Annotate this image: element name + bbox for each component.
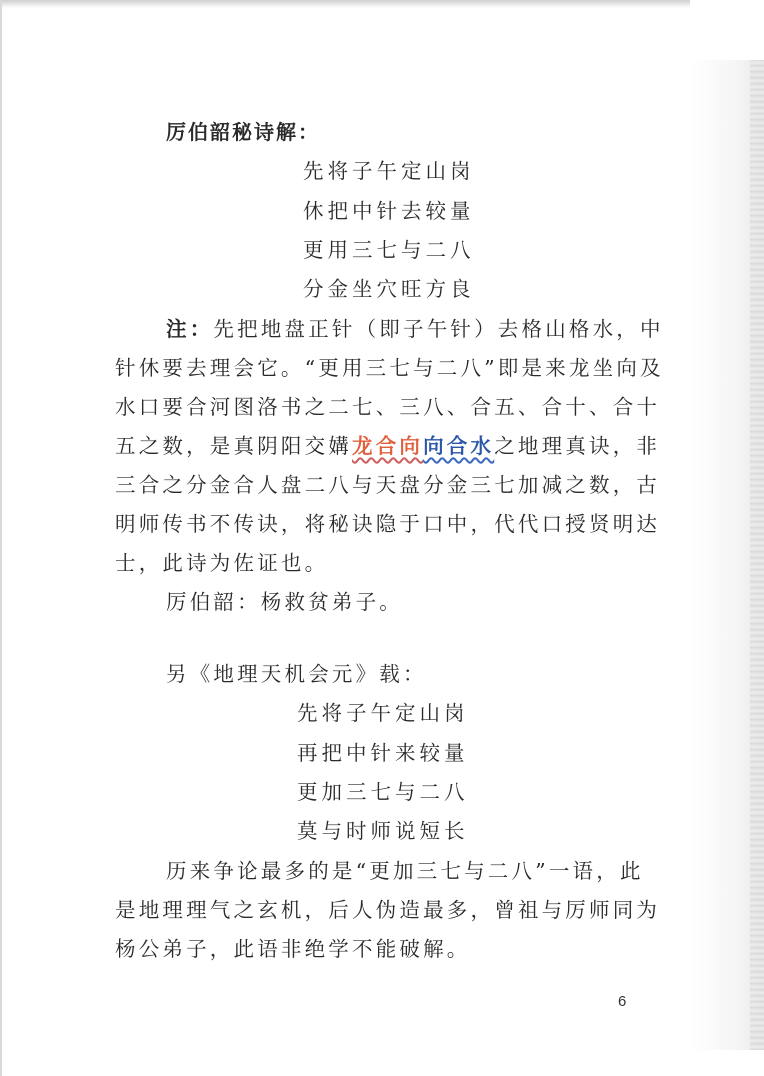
poem1-line-1: 先将子午定山岗 [303,159,475,183]
para2-line-3: 杨公弟子，此语非绝学不能破解。 [115,937,471,961]
note-label: 注： [166,317,214,341]
note-line-3: 水口要合河图洛书之二七、三八、合五、合十、合十 [115,395,661,419]
note-line-4-start: 五之数，是真阴阳交媾 [115,434,352,458]
poem2-line-2: 再把中针来较量 [297,741,469,765]
note-line-7: 士，此诗为佐证也。 [115,551,329,575]
note-line-4 [115,432,660,460]
note-line-1-text: 先把地盘正针（即子午针）去格山格水，中 [213,317,664,341]
scan-edge-left [0,0,2,1076]
poem1-line-2: 休把中针去较量 [303,199,475,223]
highlight-long-he-xiang: 龙合向 [352,434,424,458]
para2-line-2: 是地理理气之玄机，后人伪造最多，曾祖与厉师同为 [115,898,661,922]
note-line-5: 三合之分金合人盘二八与天盘分金三七加减之数，古 [115,473,661,497]
poem2-line-4: 莫与时师说短长 [297,819,469,843]
note-line-6: 明师传书不传诀，将秘诀隐于口中，代代口授贤明达 [115,512,661,536]
para2-line-1: 历来争论最多的是“更加三七与二八”一语，此 [166,859,644,883]
scan-edge-top [0,0,690,8]
poem1-line-4: 分金坐穴旺方良 [303,277,475,301]
section-title: 厉伯韶秘诗解： [166,120,320,144]
poem2-line-1: 先将子午定山岗 [297,701,469,725]
highlight-xiang-he-shui: 向合水 [423,434,495,458]
poem2-line-3: 更加三七与二八 [297,780,469,804]
note-line-2: 针休要去理会它。“更用三七与二八”即是来龙坐向及 [115,356,664,380]
page-number: 6 [618,993,627,1010]
note-line-1 [166,315,664,343]
poem1-line-3: 更用三七与二八 [303,238,475,262]
scan-edge-right-strip [750,60,764,1050]
intro-line: 另《地理天机会元》载： [166,662,427,686]
note-line-4-end: 之地理真诀，非 [494,434,661,458]
attribution: 厉伯韶：杨救贫弟子。 [166,590,403,614]
